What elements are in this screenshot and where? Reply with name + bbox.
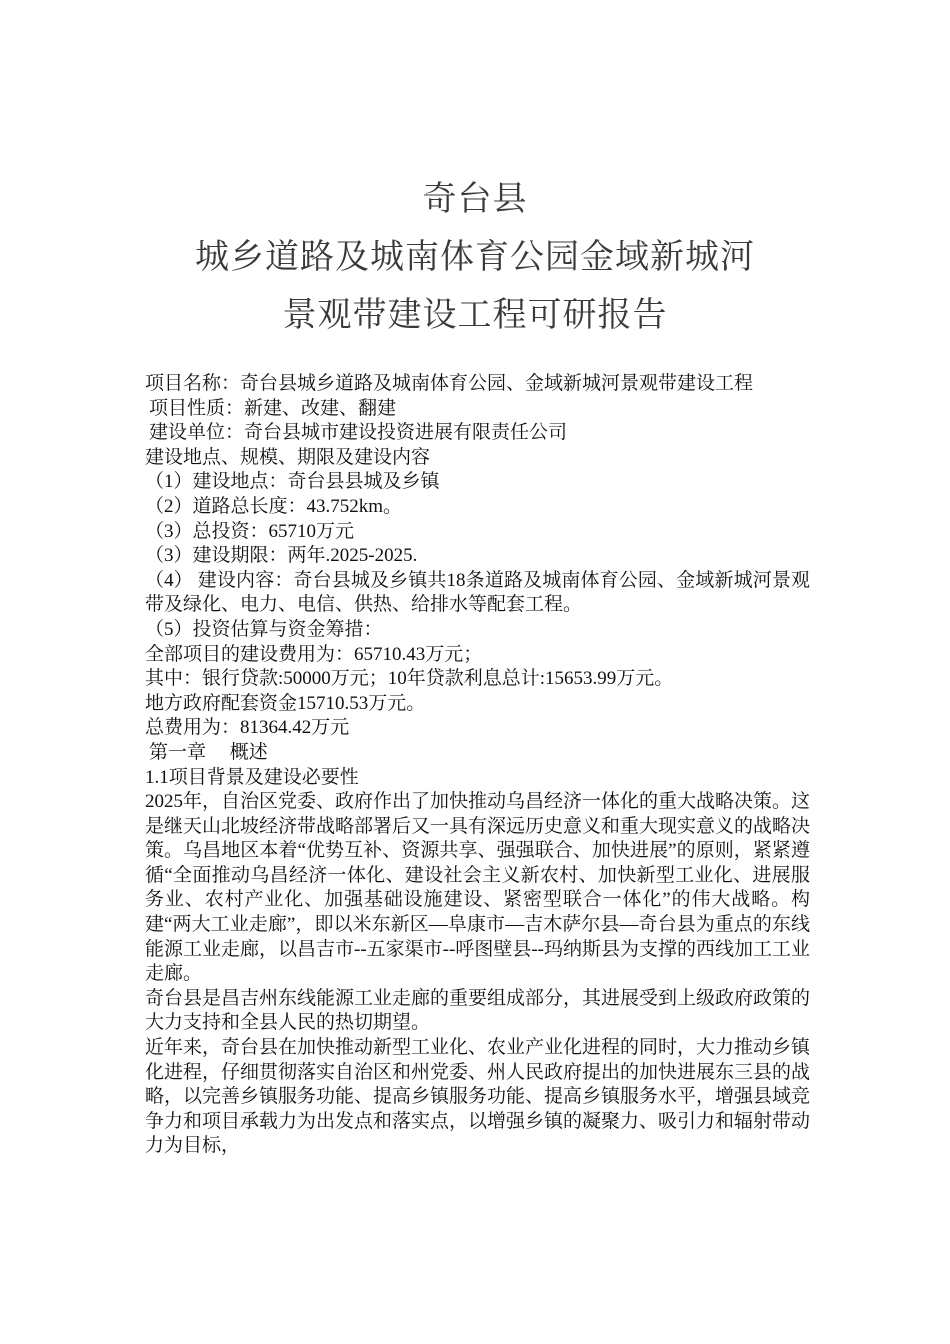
location-scale-heading: 建设地点、规模、期限及建设内容 <box>145 446 431 468</box>
background-paragraph-2: 奇台县是昌吉州东线能源工业走廊的重要组成部分，其进展受到上级政府政策的大力支持和全县人民的热切期望。 <box>145 987 811 1034</box>
title-line-3: 景观带建设工程可研报告 <box>282 295 668 335</box>
item-construction-period: （3）建设期限：两年.2025-2025. <box>145 545 418 567</box>
report-title <box>0 170 950 344</box>
title-line-1: 奇台县 <box>422 179 528 219</box>
background-paragraph-3: 近年来，奇台县在加快推动新型工业化、农业产业化进程的同时，大力推动乡镇化进程，仔细贯彻落实自治区和州党委、州人民政府提出的加快进展东三县的战略，以完善乡镇服务功能、提高乡镇服务功能、提高乡镇服务水平，增强县域竞争力和项目承载力为出发点和落实点，以增强乡镇的凝聚力、吸引力和辐射带动力为目标， <box>145 1037 811 1157</box>
total-cost: 总费用为：81364.42万元 <box>145 717 350 739</box>
item-funding-heading: （5）投资估算与资金筹措： <box>145 618 383 640</box>
document-body <box>145 372 810 1159</box>
title-line-2: 城乡道路及城南体育公园金域新城河 <box>195 237 755 277</box>
section-heading: 1.1项目背景及建设必要性 <box>145 766 359 788</box>
local-matching-funds: 地方政府配套资金15710.53万元。 <box>145 692 426 714</box>
project-nature: 项目性质：新建、改建、翻建 <box>149 397 397 419</box>
construction-unit: 建设单位：奇台县城市建设投资进展有限责任公司 <box>149 422 568 444</box>
item-location: （1）建设地点：奇台县县城及乡镇 <box>145 471 440 493</box>
total-construction-cost: 全部项目的建设费用为：65710.43万元； <box>145 643 483 665</box>
background-paragraph-1: 2025年，自治区党委、政府作出了加快推动乌昌经济一体化的重大战略决策。这是继天山北坡经济带战略部署后又一具有深远历史意义和重大现实意义的战略决策。乌昌地区本着“优势互补、资源共享、强强联合、加快进展”的原则，紧紧遵循“全面推动乌昌经济一体化、建设社会主义新农村、加快新型工业化、进展服务业、农村产业化、加强基础设施建设、紧密型联合一体化”的伟大战略。构建“两大工业走廊”，即以米东新区—阜康市—吉木萨尔县—奇台县为重点的东线能源工业走廊，以昌吉市--五家渠市--呼图壁县--玛纳斯县为支撑的西线加工工业走廊。 <box>145 791 811 985</box>
chapter-heading: 第一章 概述 <box>149 741 268 763</box>
item-construction-content: （4） 建设内容：奇台县城及乡镇共18条道路及城南体育公园、金域新城河景观带及绿化、电力、电信、供热、给排水等配套工程。 <box>145 569 810 616</box>
item-road-length: （2）道路总长度：43.752km。 <box>145 495 403 517</box>
item-total-investment: （3）总投资：65710万元 <box>145 520 355 542</box>
project-name: 项目名称：奇台县城乡道路及城南体育公园、金域新城河景观带建设工程 <box>145 373 754 394</box>
bank-loan: 其中：银行贷款:50000万元；10年贷款利息总计:15653.99万元。 <box>145 668 674 690</box>
